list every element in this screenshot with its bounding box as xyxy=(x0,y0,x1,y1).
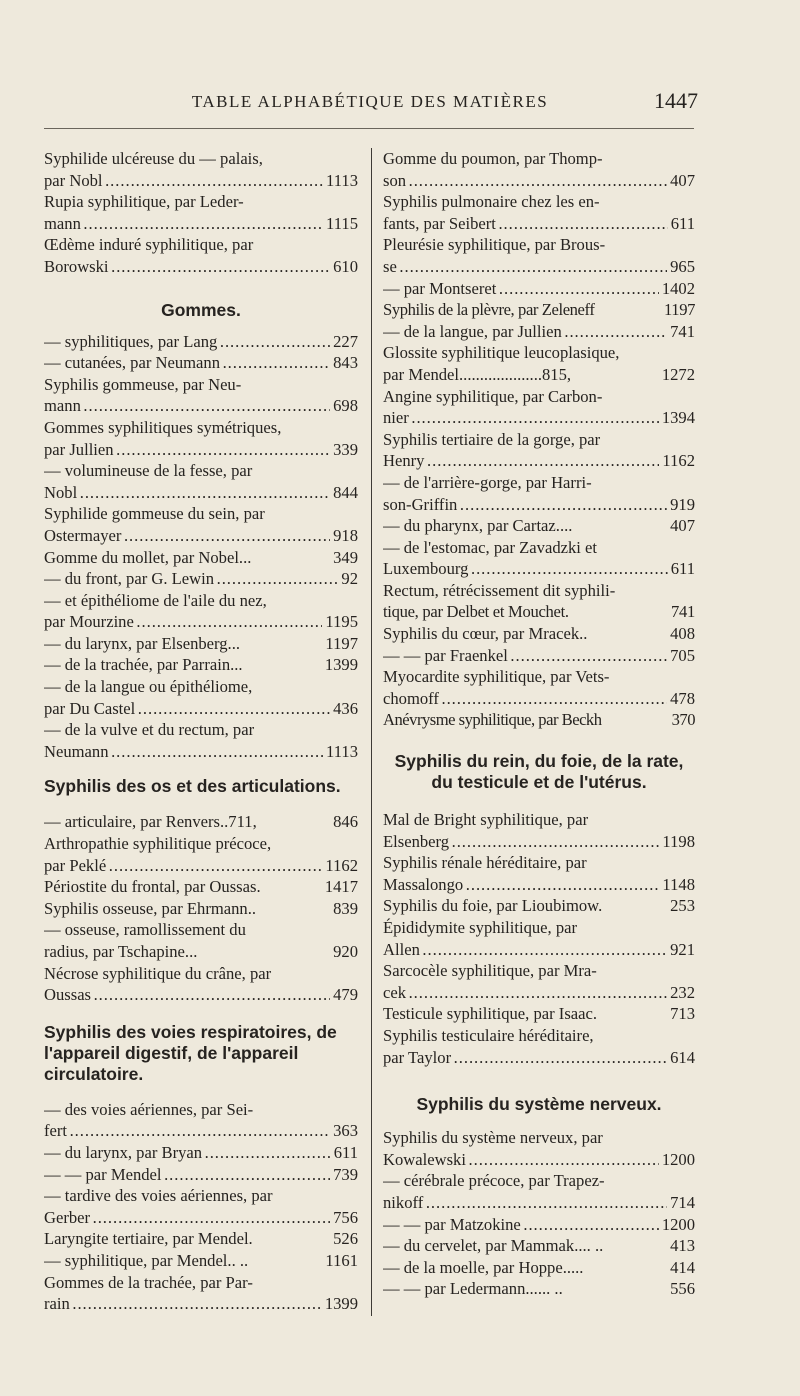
page-ref: 714 xyxy=(667,1192,695,1214)
page-ref: 413 xyxy=(667,1235,695,1257)
page-ref: 713 xyxy=(667,1003,695,1025)
page-ref: 1417 xyxy=(322,876,358,898)
index-entry: Ostermayer . . . 918 xyxy=(44,525,358,547)
page-number: 1447 xyxy=(654,88,698,113)
page-ref: 1162 xyxy=(659,450,695,472)
index-entry: par Nobl . . . 1113 xyxy=(44,170,358,192)
page-ref: 920 xyxy=(330,941,358,963)
index-entry: Laryngite tertiaire, par Mendel. 526 xyxy=(44,1229,358,1249)
index-line: Mal de Bright syphilitique, par xyxy=(383,810,589,830)
page-ref: 611 xyxy=(668,213,695,235)
page-ref: 1272 xyxy=(659,364,695,386)
index-line: Syphilis gommeuse, par Neu- xyxy=(44,374,242,394)
page-ref: 1399 xyxy=(322,1293,358,1315)
index-line: Syphilis pulmonaire chez les en- xyxy=(383,192,600,212)
index-entry: — articulaire, par Renvers..711, 846 xyxy=(44,812,358,832)
index-line: Épididymite syphilitique, par xyxy=(383,918,578,937)
page-ref: 698 xyxy=(330,395,358,417)
page-ref: 1198 xyxy=(659,831,695,853)
index-line: Myocardite syphilitique, par Vets- xyxy=(383,667,610,687)
index-entry: — cutanées, par Neumann . . . 843 xyxy=(44,352,358,374)
index-entry: par Jullien . . . 339 xyxy=(44,439,358,461)
index-entry: — par Montseret . . . 1402 xyxy=(383,278,695,300)
page-ref: 407 xyxy=(667,170,695,192)
index-entry: Syphilis osseuse, par Ehrmann.. 839 xyxy=(44,898,358,918)
index-entry: — du front, par G. Lewin . . . 92 xyxy=(44,568,358,590)
index-line: Gommes de la trachée, par Par- xyxy=(44,1272,253,1292)
index-entry: Borowski . . . 610 xyxy=(44,256,358,278)
index-line: Syphilide ulcéreuse du — palais, xyxy=(44,149,263,168)
page-ref: 363 xyxy=(330,1120,358,1142)
page-ref: 478 xyxy=(667,688,695,710)
index-line: — et épithéliome de l'aile du nez, xyxy=(44,590,267,610)
index-line: Gomme du poumon, par Thomp- xyxy=(383,149,603,168)
page-ref: 1115 xyxy=(323,213,358,235)
page-ref: 349 xyxy=(330,547,358,569)
index-line: Gommes syphilitiques symétriques, xyxy=(44,417,282,437)
index-entry: — de la langue, par Jullien . . . 741 xyxy=(383,321,695,343)
right-column xyxy=(383,148,695,1300)
index-entry: Périostite du frontal, par Oussas. 1417 xyxy=(44,877,358,897)
index-entry: radius, par Tschapine... 920 xyxy=(44,942,358,961)
index-entry: Neumann . . . 1113 xyxy=(44,741,358,763)
page-ref: 408 xyxy=(667,623,695,645)
index-entry: fants, par Seibert . . . 611 xyxy=(383,213,695,235)
index-entry: chomoff . . . 478 xyxy=(383,688,695,710)
index-line: — de l'estomac, par Zavadzki et xyxy=(383,537,598,557)
section-heading-rein: Syphilis du rein, du foie, de la rate, du testicule et de l'utérus. xyxy=(394,751,684,793)
page-ref: 846 xyxy=(330,811,358,833)
index-entry: mann . . . 1115 xyxy=(44,213,358,235)
page-ref: 1162 xyxy=(322,855,358,877)
page-ref: 556 xyxy=(667,1278,695,1300)
section-heading-nerveux: Syphilis du système nerveux. xyxy=(416,1094,662,1115)
index-entry: — syphilitiques, par Lang . . . 227 xyxy=(44,331,358,353)
page-ref: 844 xyxy=(330,482,358,504)
index-entry: — du cervelet, par Mammak.... .. 413 xyxy=(383,1236,695,1256)
page-ref: 611 xyxy=(331,1142,358,1164)
page-ref: 741 xyxy=(667,321,695,343)
page-ref: 610 xyxy=(330,256,358,278)
index-line: Syphilis testiculaire héréditaire, xyxy=(383,1025,594,1045)
column-divider xyxy=(371,148,372,1316)
page-ref: 1161 xyxy=(322,1250,358,1272)
section-heading-respiratoires: Syphilis des voies respiratoires, de l'appareil digestif, de l'appareil circulatoire. xyxy=(44,1021,337,1084)
index-entry: — — par Fraenkel . . . 705 xyxy=(383,645,695,667)
index-entry: — du larynx, par Bryan . . . 611 xyxy=(44,1142,358,1164)
index-line: Œdème induré syphilitique, par xyxy=(44,235,254,255)
index-line: — de l'arrière-gorge, par Harri- xyxy=(383,472,592,492)
index-line: Glossite syphilitique leucoplasique, xyxy=(383,343,620,363)
index-line: Rectum, rétrécissement dit syphili- xyxy=(383,580,616,600)
index-entry: — du larynx, par Elsenberg... 1197 xyxy=(44,633,358,653)
index-line: — de la langue ou épithéliome, xyxy=(44,677,253,697)
index-entry: son-Griffin . . . 919 xyxy=(383,494,695,516)
page-ref: 1200 xyxy=(659,1149,695,1171)
left-column xyxy=(44,148,358,1315)
index-line: — tardive des voies aériennes, par xyxy=(44,1186,273,1206)
page-ref: 92 xyxy=(338,568,358,590)
header-rule xyxy=(44,128,694,129)
page-ref: 1197 xyxy=(661,299,695,321)
page-ref: 741 xyxy=(668,601,695,623)
index-line: Syphilis du système nerveux, par xyxy=(383,1128,603,1148)
index-entry: Syphilis du foie, par Lioubimow. 253 xyxy=(383,896,695,916)
index-entry: — de la moelle, par Hoppe..... 414 xyxy=(383,1257,695,1277)
index-line: — volumineuse de la fesse, par xyxy=(44,461,253,481)
page-ref: 1113 xyxy=(323,741,358,763)
index-entry: Luxembourg . . . 611 xyxy=(383,558,695,580)
page-ref: 407 xyxy=(667,515,695,537)
index-entry: — du pharynx, par Cartaz.... 407 xyxy=(383,516,695,536)
index-line: Angine syphilitique, par Carbon- xyxy=(383,386,603,406)
section-heading-os: Syphilis des os et des articulations. xyxy=(44,776,341,797)
page-ref: 339 xyxy=(330,439,358,461)
index-line: — osseuse, ramollissement du xyxy=(44,920,246,940)
page-ref: 1200 xyxy=(659,1214,695,1236)
index-entry: Massalongo . . . 1148 xyxy=(383,874,695,896)
page-ref: 921 xyxy=(667,939,695,961)
index-entry: Anévrysme syphilitique, par Beckh 370 xyxy=(383,710,695,730)
page-ref: 1402 xyxy=(659,278,695,300)
page-ref: 227 xyxy=(330,331,358,353)
page-ref: 756 xyxy=(330,1207,358,1229)
index-line: Nécrose syphilitique du crâne, par xyxy=(44,963,272,983)
index-line: — cérébrale précoce, par Trapez- xyxy=(383,1171,605,1191)
index-entry: Nobl . . . 844 xyxy=(44,482,358,504)
page-ref: 232 xyxy=(667,982,695,1004)
index-entry: par Peklé . . . 1162 xyxy=(44,855,358,877)
index-entry: — — par Matzokine . . . 1200 xyxy=(383,1214,695,1236)
page-ref: 919 xyxy=(667,494,695,516)
index-entry: Kowalewski . . . 1200 xyxy=(383,1149,695,1171)
index-entry: par Mourzine . . . 1195 xyxy=(44,611,358,633)
index-line: Syphilide gommeuse du sein, par xyxy=(44,504,265,524)
page-ref: 370 xyxy=(669,709,695,731)
index-entry: par Taylor . . . 614 xyxy=(383,1047,695,1069)
page-ref: 526 xyxy=(330,1228,358,1250)
index-entry: son . . . 407 xyxy=(383,170,695,192)
page-ref: 611 xyxy=(668,558,695,580)
index-entry: nier . . . 1394 xyxy=(383,407,695,429)
page-header xyxy=(42,88,698,118)
page-ref: 479 xyxy=(330,984,358,1006)
page-ref: 1195 xyxy=(322,611,358,633)
index-entry: rain . . . 1399 xyxy=(44,1293,358,1315)
index-entry: Henry . . . 1162 xyxy=(383,450,695,472)
page-ref: 1148 xyxy=(659,874,695,896)
page-ref: 965 xyxy=(667,256,695,278)
page-ref: 1394 xyxy=(659,407,695,429)
index-line: Rupia syphilitique, par Leder- xyxy=(44,192,244,212)
index-entry: Syphilis du cœur, par Mracek.. 408 xyxy=(383,624,695,644)
page-ref: 1197 xyxy=(322,633,358,655)
index-entry: tique, par Delbet et Mouchet. 741 xyxy=(383,602,695,622)
index-entry: — syphilitique, par Mendel.. .. 1161 xyxy=(44,1250,358,1270)
index-line: Sarcocèle syphilitique, par Mra- xyxy=(383,961,597,981)
index-line: — des voies aériennes, par Sei- xyxy=(44,1099,254,1119)
index-entry: Gomme du mollet, par Nobel... 349 xyxy=(44,547,358,567)
page-ref: 1399 xyxy=(322,654,358,676)
page-ref: 414 xyxy=(667,1257,695,1279)
index-entry: Elsenberg . . . 1198 xyxy=(383,831,695,853)
section-heading-gommes: Gommes. xyxy=(161,299,241,320)
index-line: Syphilis rénale héréditaire, par xyxy=(383,853,587,873)
index-entry: Testicule syphilitique, par Isaac. 713 xyxy=(383,1004,695,1024)
index-entry: — — par Ledermann...... .. 556 xyxy=(383,1279,695,1299)
index-entry: Syphilis de la plèvre, par Zeleneff 1197 xyxy=(383,300,695,320)
page-ref: 739 xyxy=(330,1164,358,1186)
index-entry: fert . . . 363 xyxy=(44,1120,358,1142)
index-line: — de la vulve et du rectum, par xyxy=(44,720,255,740)
index-entry: Oussas . . . 479 xyxy=(44,984,358,1006)
index-line: Pleurésie syphilitique, par Brous- xyxy=(383,235,606,255)
index-line: Syphilis tertiaire de la gorge, par xyxy=(383,429,601,449)
page-ref: 839 xyxy=(330,898,358,920)
page-ref: 918 xyxy=(330,525,358,547)
index-entry: Gerber . . . 756 xyxy=(44,1207,358,1229)
index-entry: par Du Castel . . . 436 xyxy=(44,698,358,720)
index-line: Arthropathie syphilitique précoce, xyxy=(44,834,272,854)
page-ref: 843 xyxy=(330,352,358,374)
index-entry: — de la trachée, par Parrain... 1399 xyxy=(44,655,358,675)
page-ref: 614 xyxy=(667,1047,695,1069)
index-entry: — — par Mendel . . . 739 xyxy=(44,1164,358,1186)
index-entry: mann . . . 698 xyxy=(44,395,358,417)
running-title: TABLE ALPHABÉTIQUE DES MATIÈRES xyxy=(191,92,549,111)
page-ref: 253 xyxy=(667,895,695,917)
index-entry: cek . . . 232 xyxy=(383,982,695,1004)
page-ref: 1113 xyxy=(323,170,358,192)
index-entry: Allen . . . 921 xyxy=(383,939,695,961)
index-entry: nikoff . . . 714 xyxy=(383,1192,695,1214)
index-entry: par Mendel....................815, 1272 xyxy=(383,364,695,384)
index-entry: se . . . 965 xyxy=(383,256,695,278)
page-ref: 436 xyxy=(330,698,358,720)
page-ref: 705 xyxy=(667,645,695,667)
